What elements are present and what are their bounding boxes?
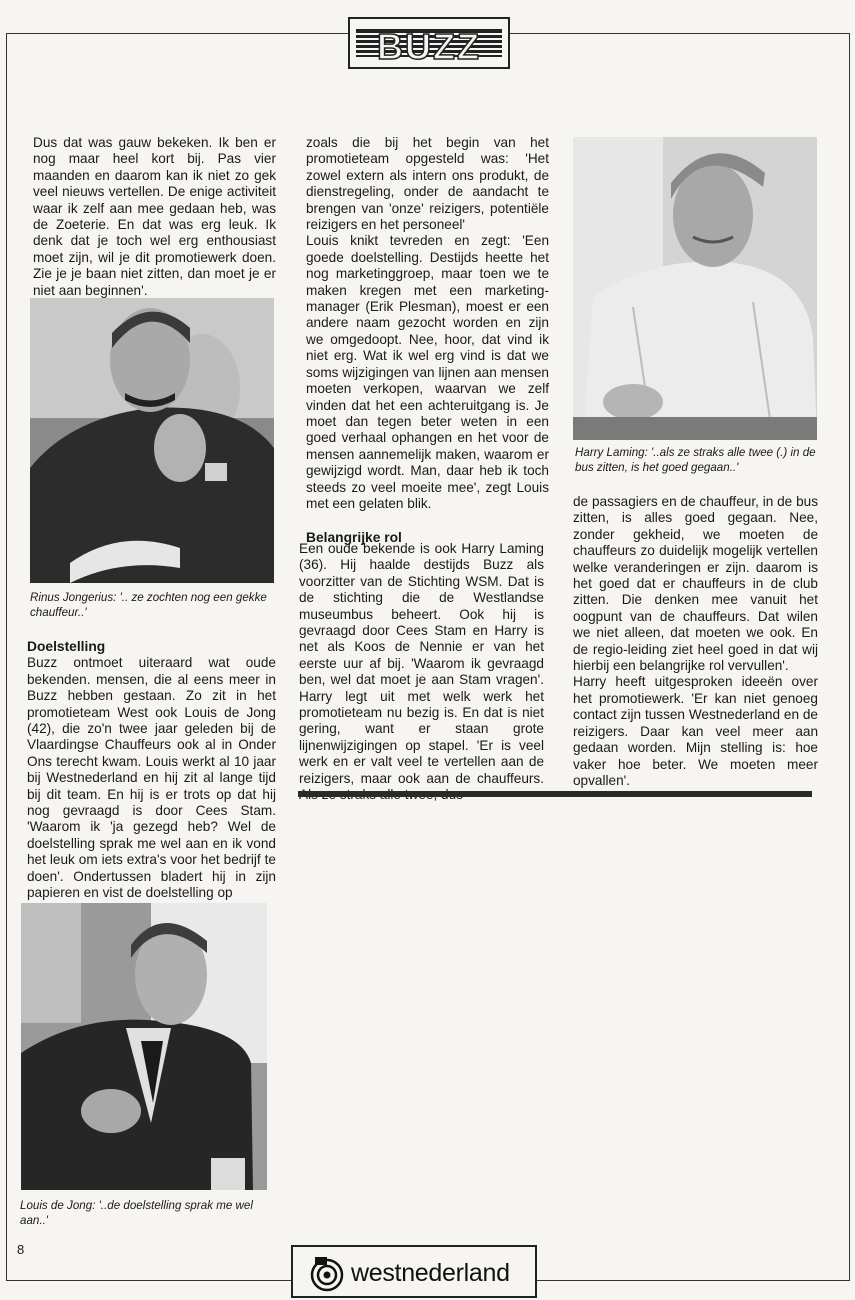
column-2	[306, 135, 549, 547]
paragraph: de passagiers en de chauffeur, in de bus zitten, is alles goed gegaan. Nee, zonder gekheid, we moeten de chauffeurs zo duidelijk mogelijk vertellen welke veranderingen er zijn. daarom is het goed dat er chauffeurs in de club zitten. Die denken mee vanuit het oogpunt van de chauffeurs. Dat wilen we niet alleen, dat moeten we ook. En de regio-leiding ziet heel goed in dat wij hierbij een belangrijke rol vervullen'.	[573, 494, 818, 674]
section-heading: Belangrijke rol	[306, 530, 402, 546]
column-2-belangrijke-rol	[299, 541, 544, 804]
photo-caption: Louis de Jong: '..de doelstelling sprak me wel aan..'	[20, 1199, 253, 1227]
westnederland-logo	[291, 1245, 537, 1298]
column-3	[573, 494, 818, 789]
buzz-masthead-logo	[348, 17, 510, 69]
photo-caption: Rinus Jongerius: '.. ze zochten nog een gekke chauffeur..'	[30, 591, 267, 619]
brand-name: westnederland	[351, 1259, 510, 1287]
article-end-rule	[298, 791, 812, 797]
section-heading: Doelstelling	[27, 639, 106, 654]
photo-rinus-jongerius	[30, 298, 274, 583]
paragraph: Harry heeft uitgesproken ideeën over het promotiewerk. 'Er kan niet genoeg contact zijn tussen Westnederland en de reizigers. Daar kan veel meer aan gedaan worden. Mijn stelling is: hoe vaker hoe beter. We moeten meer opvallen'.	[573, 674, 818, 788]
paragraph: Louis knikt tevreden en zegt: 'Een goede doelstelling. Destijds heette het nog marketinggroep, maar toen we te maken kregen met een marketing-manager (Erik Plesman), moest er een andere naam gezocht worden en zijn we omgedoopt. Nee, hoor, dat vind ik niet erg. Wat ik wel erg vind is dat we soms wijzigingen van lijnen aan mensen moeten verkopen, waarvan we zelf vinden dat het een achteruitgang is. Je moet dan tegen beter weten in een goed verhaal ophangen en het voor de mensen aannemelijk maken, waarom er gewijzigd wordt. Man, daar heb ik toch steeds zo veel moeite mee', zegt Louis met een gelaten blik.	[306, 233, 549, 511]
photo-louis-de-jong	[21, 903, 267, 1190]
column-1-doelstelling	[27, 639, 276, 902]
paragraph: Buzz ontmoet uiteraard wat oude bekenden. mensen, die al eens meer in Buzz hebben gestaan. Zo zit in het promotieteam West ook Louis de Jong (42), die zo'n twee jaar geleden bij de Vlaardingse Chauffeurs ook al in Onder Ons terecht kwam. Louis werkt al 10 jaar bij Westnederland en hij zit al lange tijd bij dit team. En hij is er trots op dat hij nog gevraagd is door Cees Stam. 'Waarom ik 'ja gezegd heb? Wel de doelstelling sprak me wel aan en ik vond het leuk om iets extra's voor het bedrijf te doen'. Ondertussen bladert hij in zijn papieren en vist de doelstelling op	[27, 655, 276, 901]
photo-harry-laming	[573, 137, 817, 440]
paragraph: Dus dat was gauw bekeken. Ik ben er nog maar heel kort bij. Pas vier maanden en daarom kan ik niet zo gek veel nieuws vertellen. De enige activiteit waar ik zelf aan mee gedaan heb, was de Zoeterie. En dat was erg leuk. Ik denk dat je toch wel erg enthousiast moet zijn, wil je dit promotiewerk doen. Zie je je baan niet zitten, dan moet je er niet aan beginnen'.	[33, 135, 276, 298]
column-1-intro	[33, 135, 276, 299]
page-number: 8	[17, 1242, 25, 1257]
paragraph: Een oude bekende is ook Harry Laming (36). Hij haalde destijds Buzz als voorzitter van de Stichting WSM. Dat is de stichting die de Westlandse museumbus beheert. Ook hij is gevraagd door Cees Stam en Harry is net als Koos de Nennie er van het eerste uur af bij. 'Waarom ik gevraagd ben, wel dat moet je aan Stam vragen'. Harry legt uit met welk werk het promotieteam nu bezig is. En dat is niet gering, want er staan grote lijnenwijzigingen op stapel. 'Er is veel werk en er valt veel te vertellen aan de reizigers, maar ook aan de chauffeurs.	[299, 541, 544, 786]
photo-caption: Harry Laming: '..als ze straks alle twee (.) in de bus zitten, is het goed gegaan..'	[575, 446, 816, 474]
westnederland-emblem-icon	[307, 1253, 347, 1293]
paragraph: zoals die bij het begin van het promotieteam opgesteld was: 'Het zowel extern als intern ons produkt, de dienstregeling, onder de aandacht te brengen van 'onze' reizigers, potentiële reizigers en het personeel'	[306, 135, 549, 233]
svg-text:BUZZ: BUZZ	[377, 26, 481, 67]
